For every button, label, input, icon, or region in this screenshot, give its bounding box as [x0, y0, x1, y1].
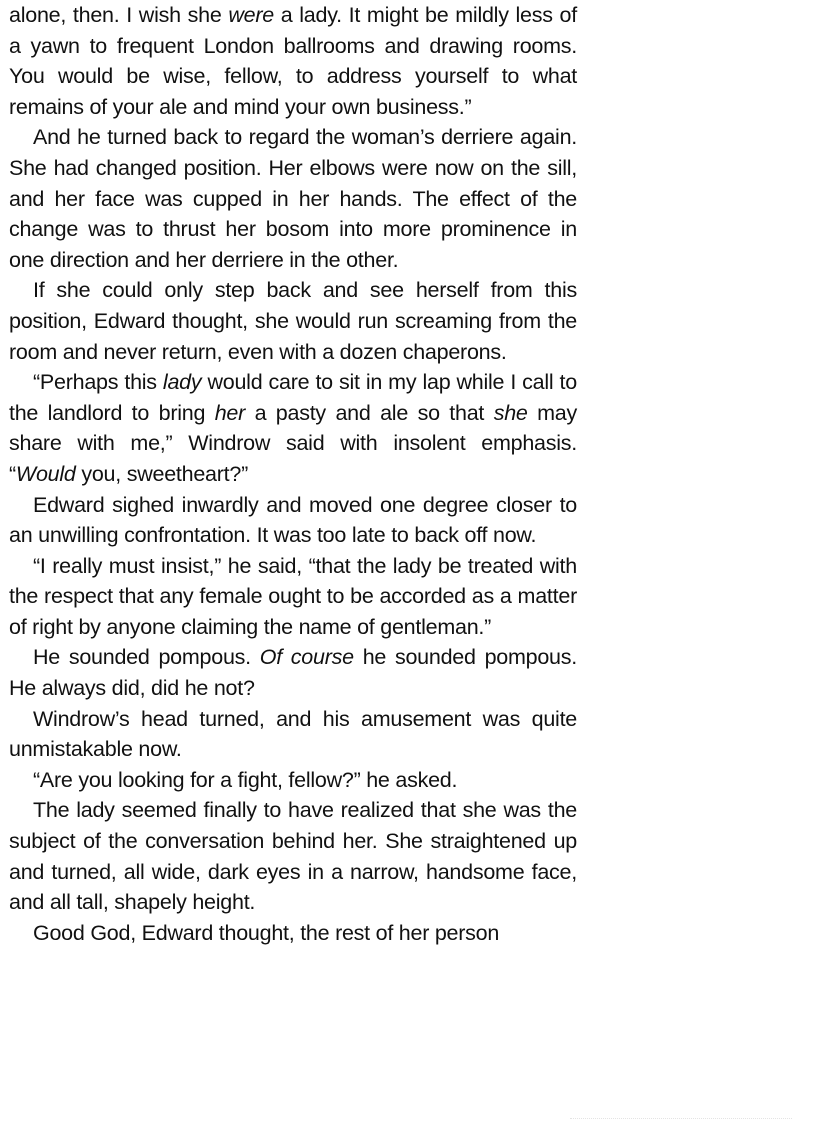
paragraph — [9, 642, 577, 703]
text-segment: And he turned back to regard the woman’s derriere again. She had changed position. Her elbows were now on the sill, and her face was cupped in her hands. The effect of the change was to thrust her bosom into more prominence in one direction and her derriere in the other. — [9, 125, 577, 272]
paragraph — [9, 122, 577, 275]
text-segment: “Perhaps this — [33, 370, 163, 395]
paragraph — [9, 490, 577, 551]
text-segment: “I really must insist,” he said, “that the lady be treated with the respect that any female ought to be accorded as a matter of right by anyone claiming the name of gentleman.” — [9, 553, 577, 639]
paragraph — [9, 551, 577, 643]
text-segment: may share with me,” Windrow said with insolent emphasis. “ — [9, 400, 577, 486]
text-segment: he sounded pompous. He always did, did he not? — [9, 645, 577, 701]
italic-text: Of course — [259, 645, 354, 670]
text-segment: a lady. It might be mildly less of a yawn to frequent London ballrooms and drawing rooms. You would be wise, fellow, to address yourself to what remains of your ale and mind your own business.” — [9, 3, 577, 119]
text-segment: alone, then. I wish she — [9, 3, 229, 27]
paragraph — [9, 275, 577, 367]
text-segment: The lady seemed finally to have realized that she was the subject of the conversation behind her. She straightened up and turned, all wide, dark eyes in a narrow, handsome face, and all tall, shapely height. — [9, 798, 577, 915]
paragraph — [9, 918, 577, 949]
text-segment: would care to sit in my lap while I call to the landlord to bring — [9, 370, 577, 425]
text-segment: a pasty and ale so that — [245, 400, 494, 425]
italic-text: her — [214, 400, 246, 425]
footer-divider — [570, 1118, 792, 1119]
italic-text: Would — [15, 461, 76, 486]
text-segment: “Are you looking for a fight, fellow?” he asked. — [33, 767, 458, 792]
text-segment: He sounded pompous. — [33, 645, 260, 670]
text-segment: you, sweetheart?” — [75, 461, 248, 486]
text-segment: Edward sighed inwardly and moved one degree closer to an unwilling confrontation. It was too late to back off now. — [9, 492, 577, 548]
paragraph — [9, 0, 577, 122]
text-segment: If she could only step back and see herself from this position, Edward thought, she would run screaming from the room and never return, even with a dozen chaperons. — [9, 278, 577, 364]
paragraph — [9, 367, 577, 489]
paragraph — [9, 765, 577, 796]
paragraph — [9, 704, 577, 765]
italic-text: were — [228, 3, 274, 27]
text-segment: Good God, Edward thought, the rest of her person — [33, 920, 500, 945]
text-segment: Windrow’s head turned, and his amusement was quite unmistakable now. — [9, 706, 577, 762]
italic-text: she — [493, 400, 528, 425]
page-body — [9, 0, 577, 948]
italic-text: lady — [162, 370, 202, 395]
paragraph — [9, 795, 577, 917]
